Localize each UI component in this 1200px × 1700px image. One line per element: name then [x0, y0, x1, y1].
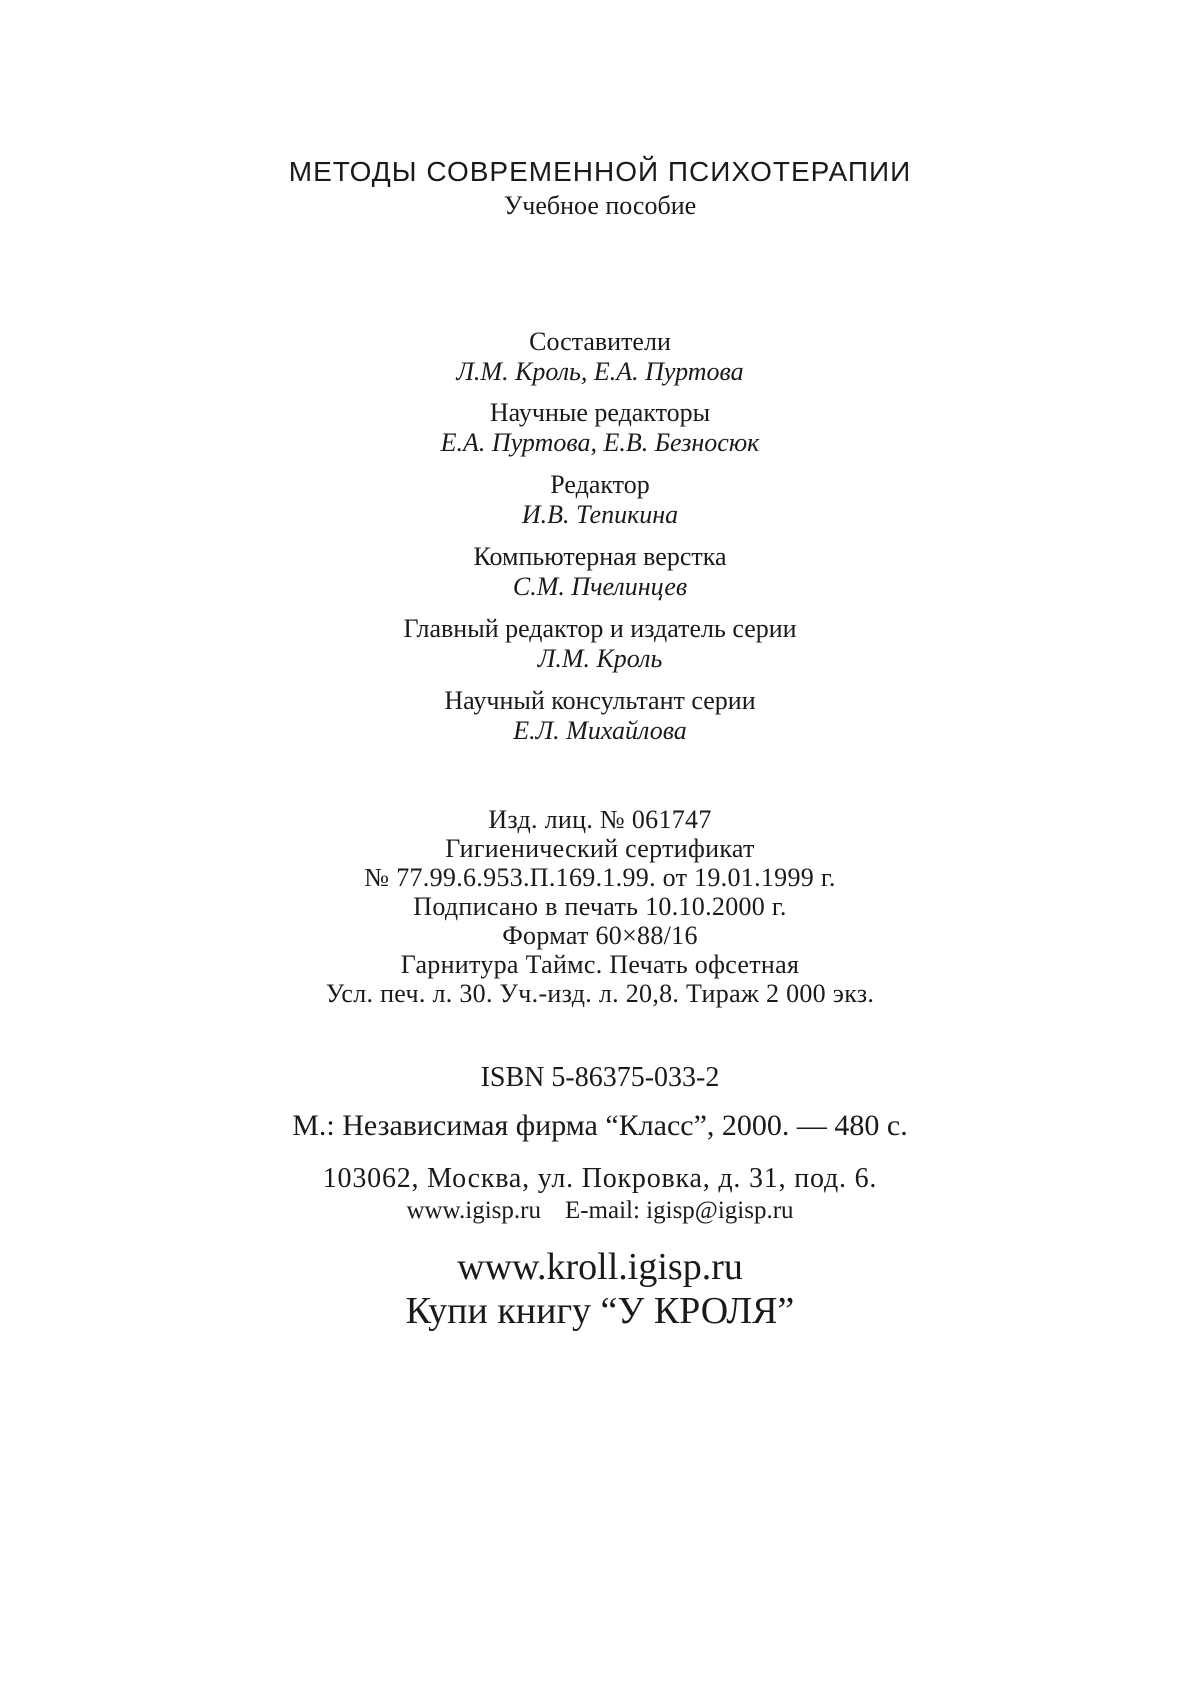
- credit-name: Л.М. Кроль, Е.А. Пуртова: [456, 357, 744, 386]
- credit-role: Главный редактор и издатель серии: [403, 614, 797, 643]
- credit-name: Л.М. Кроль: [537, 644, 663, 673]
- publisher-address: 103062, Москва, ул. Покровка, д. 31, под. 6.: [322, 1163, 878, 1194]
- credit-name: Е.Л. Михайлова: [513, 716, 687, 745]
- imprint-line: № 77.99.6.953.П.169.1.99. от 19.01.1999 г.: [364, 863, 836, 892]
- contact-line: [0, 1198, 1200, 1223]
- book-subtitle: Учебное пособие: [503, 191, 697, 220]
- imprint-line: Усл. печ. л. 30. Уч.-изд. л. 20,8. Тираж 2 000 экз.: [325, 979, 875, 1008]
- credit-name: С.М. Пчелинцев: [512, 572, 688, 601]
- book-title: МЕТОДЫ СОВРЕМЕННОЙ ПСИХОТЕРАПИИ: [288, 156, 912, 187]
- credit-role: Редактор: [550, 470, 650, 499]
- credit-role: Компьютерная верстка: [473, 542, 727, 571]
- imprint-line: Гигиенический сертификат: [445, 834, 755, 863]
- credit-role: Научный консультант серии: [444, 686, 756, 715]
- publisher-info: М.: Независимая фирма “Класс”, 2000. — 480 с.: [292, 1109, 908, 1142]
- imprint-line: Изд. лиц. № 061747: [488, 805, 712, 834]
- credit-name: И.В. Тепикина: [521, 500, 679, 529]
- imprint-line: Формат 60×88/16: [502, 921, 698, 950]
- email-link[interactable]: E-mail: igisp@igisp.ru: [564, 1197, 794, 1224]
- website-link[interactable]: www.igisp.ru: [406, 1197, 541, 1224]
- credit-role: Научные редакторы: [489, 398, 711, 427]
- imprint-line: Гарнитура Таймс. Печать офсетная: [400, 950, 800, 979]
- promo-slogan: Купи книгу “У КРОЛЯ”: [405, 1290, 795, 1332]
- isbn: ISBN 5-86375-033-2: [480, 1062, 720, 1093]
- credit-role: Составители: [529, 327, 671, 356]
- imprint-line: Подписано в печать 10.10.2000 г.: [413, 892, 787, 921]
- promo-url[interactable]: www.kroll.igisp.ru: [457, 1246, 743, 1288]
- credit-name: Е.А. Пуртова, Е.В. Безносюк: [440, 428, 760, 457]
